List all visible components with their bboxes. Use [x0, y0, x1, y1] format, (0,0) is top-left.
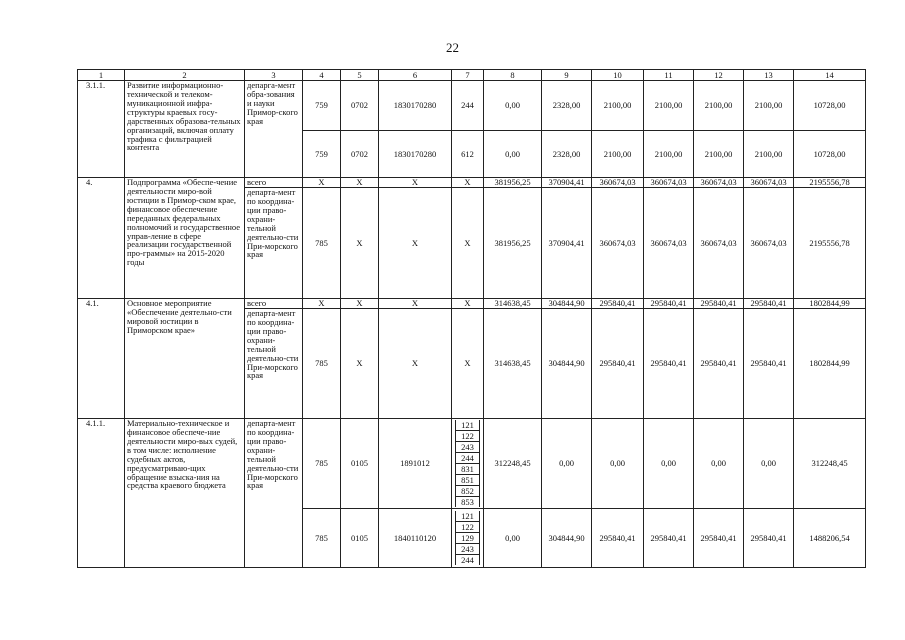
cell: 785 — [303, 419, 341, 509]
table-row — [78, 419, 866, 509]
cell: X — [341, 299, 379, 309]
expense-type-code: 121 — [456, 420, 479, 431]
cell: 304844,90 — [542, 509, 592, 568]
cell: 0,00 — [744, 419, 794, 509]
cell: 295840,41 — [744, 509, 794, 568]
expense-type-code: 121 — [456, 511, 479, 522]
cell: 0105 — [341, 509, 379, 568]
column-number: 7 — [452, 70, 484, 81]
cell: X — [379, 178, 452, 188]
cell: 360674,03 — [592, 178, 644, 188]
cell: 295840,41 — [592, 299, 644, 309]
cell: 314638,45 — [484, 309, 542, 419]
cell: 312248,45 — [484, 419, 542, 509]
column-number: 11 — [644, 70, 694, 81]
cell: 10728,00 — [794, 81, 866, 131]
row-description: Развитие информационно-технической и телеком-муникационной инфра-структуры краевых госу-дарственных образова-тельных организаций, включая оплату трафика с фильтрацией контента — [125, 81, 245, 178]
cell: 360674,03 — [744, 188, 794, 299]
row-number: 4.1. — [78, 299, 125, 419]
cell: X — [303, 178, 341, 188]
cell: 370904,41 — [542, 178, 592, 188]
column-number: 5 — [341, 70, 379, 81]
cell: 0,00 — [484, 131, 542, 178]
cell: 295840,41 — [592, 509, 644, 568]
cell: X — [452, 309, 484, 419]
cell: 1802844,99 — [794, 299, 866, 309]
column-number: 6 — [379, 70, 452, 81]
cell: X — [341, 188, 379, 299]
cell: 785 — [303, 188, 341, 299]
expense-type-code: 244 — [456, 453, 479, 464]
cell: 295840,41 — [644, 299, 694, 309]
cell: 0,00 — [644, 419, 694, 509]
cell: 0,00 — [542, 419, 592, 509]
cell: 360674,03 — [694, 178, 744, 188]
cell: 2328,00 — [542, 81, 592, 131]
cell: 759 — [303, 81, 341, 131]
cell: 2195556,78 — [794, 188, 866, 299]
row-total-label: всего — [245, 178, 303, 188]
cell: X — [452, 188, 484, 299]
cell: 0,00 — [694, 419, 744, 509]
expense-type-code: 122 — [456, 431, 479, 442]
cell: 2100,00 — [694, 131, 744, 178]
cell: 0702 — [341, 81, 379, 131]
row-total-label: всего — [245, 299, 303, 309]
cell: 0,00 — [484, 509, 542, 568]
cell: 1830170280 — [379, 81, 452, 131]
table-row — [78, 178, 866, 188]
column-number: 10 — [592, 70, 644, 81]
expense-type-list — [452, 419, 484, 509]
cell: 360674,03 — [694, 188, 744, 299]
row-description: Материально-техническое и финансовое обеспече-ние деятельности миро-вых судей, в том числе: исполнение судебных актов, предусматриваю-щих обращение взыска-ния на средства краевого бюджета — [125, 419, 245, 568]
row-executor: департа-мент по координа-ции право-охрани-тельной деятельно-сти При-морского края — [245, 188, 303, 299]
cell: 360674,03 — [644, 188, 694, 299]
column-number: 14 — [794, 70, 866, 81]
cell: X — [452, 299, 484, 309]
row-number: 3.1.1. — [78, 81, 125, 178]
cell: 2195556,78 — [794, 178, 866, 188]
cell: 314638,45 — [484, 299, 542, 309]
cell: X — [303, 299, 341, 309]
cell: 0,00 — [592, 419, 644, 509]
cell: 2100,00 — [744, 81, 794, 131]
cell: X — [341, 178, 379, 188]
expense-type-code: 244 — [461, 555, 474, 565]
row-number: 4. — [78, 178, 125, 299]
expense-type-list — [452, 509, 484, 568]
cell: 295840,41 — [694, 299, 744, 309]
cell: 1488206,54 — [794, 509, 866, 568]
cell: 2100,00 — [592, 131, 644, 178]
cell: 244 — [452, 81, 484, 131]
cell: 295840,41 — [694, 309, 744, 419]
cell: X — [379, 188, 452, 299]
cell: 0105 — [341, 419, 379, 509]
cell: X — [452, 178, 484, 188]
row-executor: депарга-мент обра-зования и науки Примор-ского края — [245, 81, 303, 178]
column-number: 4 — [303, 70, 341, 81]
expense-type-code: 852 — [456, 486, 479, 497]
row-executor: департа-мент по координа-ции право-охрани-тельной деятельно-сти При-морского края — [245, 419, 303, 568]
page-number: 22 — [446, 40, 459, 55]
expense-type-code: 243 — [456, 442, 479, 453]
cell: 381956,25 — [484, 188, 542, 299]
cell: 1830170280 — [379, 131, 452, 178]
row-description: Основное мероприятие «Обеспечение деятельно-сти мировой юстиции в Приморском крае» — [125, 299, 245, 419]
cell: 0702 — [341, 131, 379, 178]
cell: X — [379, 299, 452, 309]
cell: X — [341, 309, 379, 419]
cell: 10728,00 — [794, 131, 866, 178]
column-number: 1 — [78, 70, 125, 81]
cell: 1840110120 — [379, 509, 452, 568]
expense-type-code: 831 — [456, 464, 479, 475]
cell: 1891012 — [379, 419, 452, 509]
cell: 2100,00 — [644, 81, 694, 131]
row-description: Подпрограмма «Обеспе-чение деятельности миро-вой юстиции в Примор-ском крае, финансовое обеспечение переданных федеральных полномочий и государственное управ-ление в сфере реализации государственной про-граммы» на 2015-2020 годы — [125, 178, 245, 299]
column-number: 13 — [744, 70, 794, 81]
expense-type-code: 243 — [456, 544, 479, 555]
cell: 759 — [303, 131, 341, 178]
row-executor: департа-мент по координа-ции право-охрани-тельной деятельно-сти При-морского края — [245, 309, 303, 419]
cell: 295840,41 — [644, 509, 694, 568]
cell: 295840,41 — [694, 509, 744, 568]
cell: 360674,03 — [644, 178, 694, 188]
cell: 370904,41 — [542, 188, 592, 299]
column-number: 9 — [542, 70, 592, 81]
table-row — [78, 81, 866, 131]
cell: 2100,00 — [744, 131, 794, 178]
cell: 785 — [303, 309, 341, 419]
cell: 295840,41 — [744, 309, 794, 419]
cell: X — [379, 309, 452, 419]
cell: 2100,00 — [694, 81, 744, 131]
cell: 295840,41 — [744, 299, 794, 309]
budget-table — [77, 69, 866, 568]
expense-type-code: 853 — [461, 497, 474, 507]
cell: 1802844,99 — [794, 309, 866, 419]
expense-type-code: 129 — [456, 533, 479, 544]
cell: 304844,90 — [542, 299, 592, 309]
cell: 295840,41 — [644, 309, 694, 419]
expense-type-code: 122 — [456, 522, 479, 533]
cell: 2328,00 — [542, 131, 592, 178]
column-number: 2 — [125, 70, 245, 81]
cell: 360674,03 — [592, 188, 644, 299]
cell: 304844,90 — [542, 309, 592, 419]
column-number: 3 — [245, 70, 303, 81]
cell: 295840,41 — [592, 309, 644, 419]
column-number-row — [78, 70, 866, 81]
cell: 2100,00 — [644, 131, 694, 178]
cell: 0,00 — [484, 81, 542, 131]
expense-type-code: 851 — [456, 475, 479, 486]
cell: 785 — [303, 509, 341, 568]
cell: 360674,03 — [744, 178, 794, 188]
column-number: 12 — [694, 70, 744, 81]
column-number: 8 — [484, 70, 542, 81]
cell: 612 — [452, 131, 484, 178]
cell: 381956,25 — [484, 178, 542, 188]
table-row — [78, 299, 866, 309]
cell: 2100,00 — [592, 81, 644, 131]
row-number: 4.1.1. — [78, 419, 125, 568]
cell: 312248,45 — [794, 419, 866, 509]
